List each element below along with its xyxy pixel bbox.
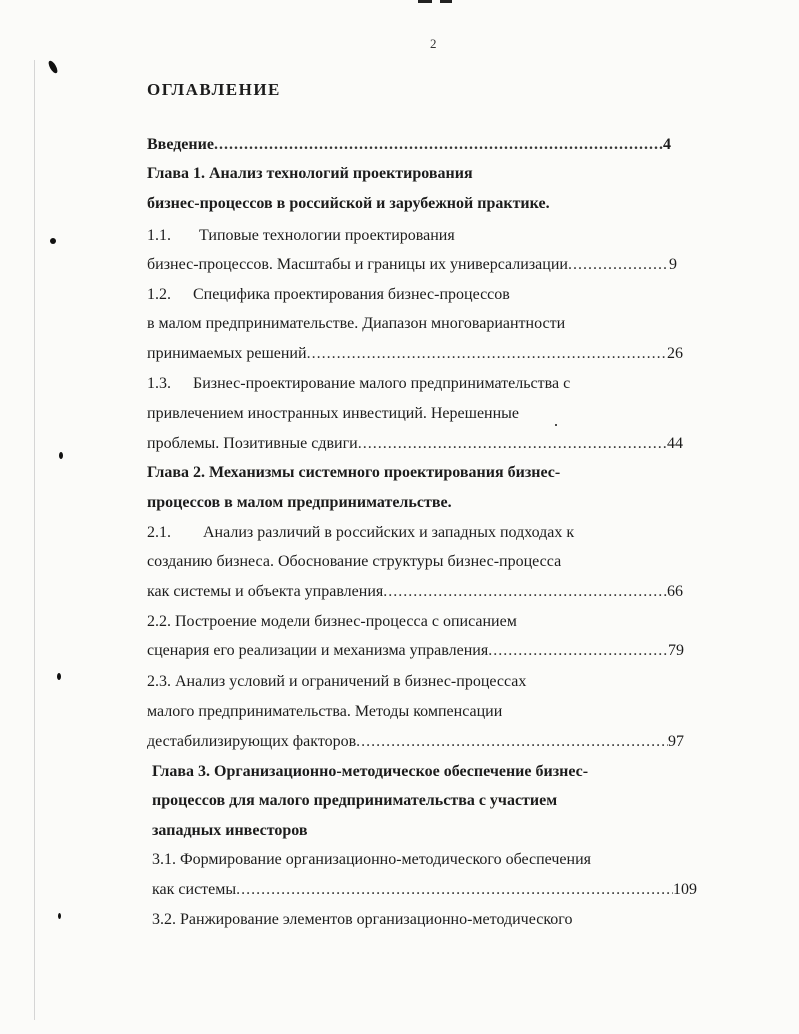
toc-entry-introduction — [147, 135, 671, 155]
page-number: 2 — [430, 36, 437, 51]
dot-leader — [356, 732, 668, 752]
toc-entry-page: 97 — [668, 733, 684, 750]
toc-entry-line — [147, 434, 683, 454]
chapter-heading: Глава 1. Анализ технологий проектирования — [147, 165, 473, 182]
toc-entry-line: привлечением иностранных инвестиций. Нерешенные — [147, 405, 520, 422]
scan-speck — [47, 59, 59, 74]
toc-entry-line — [152, 880, 697, 900]
scan-speck — [50, 238, 56, 244]
toc-entry-title: как системы и объекта управления — [147, 583, 384, 600]
dot-leader — [307, 344, 667, 364]
toc-entry-page: 66 — [667, 583, 683, 600]
toc-entry-title: дестабилизирующих факторов — [147, 733, 357, 750]
toc-entry-title: Введение — [147, 136, 214, 153]
dot-leader — [383, 582, 667, 602]
chapter-heading: Глава 3. Организационно-методическое обеспечение бизнес- — [152, 763, 589, 780]
section-number: 1.1. — [147, 227, 171, 244]
toc-entry-page: 26 — [667, 345, 683, 362]
chapter-heading: западных инвесторов — [152, 822, 308, 839]
chapter-heading: процессов для малого предпринимательства с участием — [152, 792, 558, 809]
toc-entry-2-2: 2.2. Построение модели бизнес-процесса с описанием — [147, 613, 517, 630]
scan-speck — [58, 913, 61, 919]
toc-entry-3-1: 3.1. Формирование организационно-методического обеспечения — [152, 851, 591, 868]
toc-entry-2-3: 2.3. Анализ условий и ограничений в бизнес-процессах — [147, 673, 527, 690]
toc-entry-page: 4 — [663, 136, 671, 153]
scan-speck — [555, 424, 557, 426]
scan-speck — [57, 673, 61, 680]
toc-entry-line: малого предпринимательства. Методы компенсации — [147, 703, 503, 720]
toc-entry-line: созданию бизнеса. Обоснование структуры бизнес-процесса — [147, 553, 562, 570]
toc-entry-title: Бизнес-проектирование малого предпринимательства с — [193, 375, 571, 392]
toc-title: ОГЛАВЛЕНИЕ — [147, 80, 281, 99]
scan-edge-line — [34, 60, 35, 1020]
toc-entry-page: 79 — [668, 642, 684, 659]
dot-leader — [358, 434, 667, 454]
toc-entry-title: Специфика проектирования бизнес-процессов — [193, 286, 510, 303]
toc-entry-title: Анализ различий в российских и западных подходах к — [203, 524, 575, 541]
toc-entry-page: 9 — [669, 256, 677, 273]
chapter-heading: бизнес-процессов в российской и зарубежной практике. — [147, 195, 550, 212]
toc-entry-line — [147, 344, 683, 364]
toc-entry-title: Типовые технологии проектирования — [199, 227, 455, 244]
scan-artifact — [418, 0, 432, 3]
toc-entry-line — [147, 641, 684, 661]
scan-artifact — [440, 0, 452, 3]
toc-entry-title: как системы — [152, 881, 237, 898]
toc-entry-line: в малом предпринимательстве. Диапазон многовариантности — [147, 315, 566, 332]
toc-entry-1-1 — [147, 226, 455, 246]
toc-entry-page: 44 — [667, 435, 683, 452]
toc-entry-title: проблемы. Позитивные сдвиги — [147, 435, 358, 452]
chapter-heading: Глава 2. Механизмы системного проектирования бизнес- — [147, 464, 561, 481]
dot-leader — [236, 880, 673, 900]
toc-entry-1-3 — [147, 374, 570, 394]
section-number: 2.1. — [147, 524, 171, 541]
toc-entry-3-2: 3.2. Ранжирование элементов организационно-методического — [152, 911, 573, 928]
toc-entry-line — [147, 255, 677, 275]
toc-entry-line — [147, 582, 683, 602]
scan-speck — [59, 452, 63, 459]
toc-entry-line — [147, 732, 684, 752]
chapter-heading: процессов в малом предпринимательстве. — [147, 494, 452, 511]
toc-entry-title: сценария его реализации и механизма управления — [147, 642, 489, 659]
toc-entry-1-2 — [147, 285, 510, 305]
dot-leader — [568, 255, 669, 275]
toc-entry-title: принимаемых решений — [147, 345, 307, 362]
toc-entry-page: 109 — [673, 881, 697, 898]
section-number: 1.3. — [147, 375, 171, 392]
toc-entry-2-1 — [147, 523, 574, 543]
section-number: 1.2. — [147, 286, 171, 303]
dot-leader — [488, 641, 668, 661]
dot-leader — [214, 135, 663, 155]
toc-entry-title: бизнес-процессов. Масштабы и границы их универсализации — [147, 256, 568, 273]
